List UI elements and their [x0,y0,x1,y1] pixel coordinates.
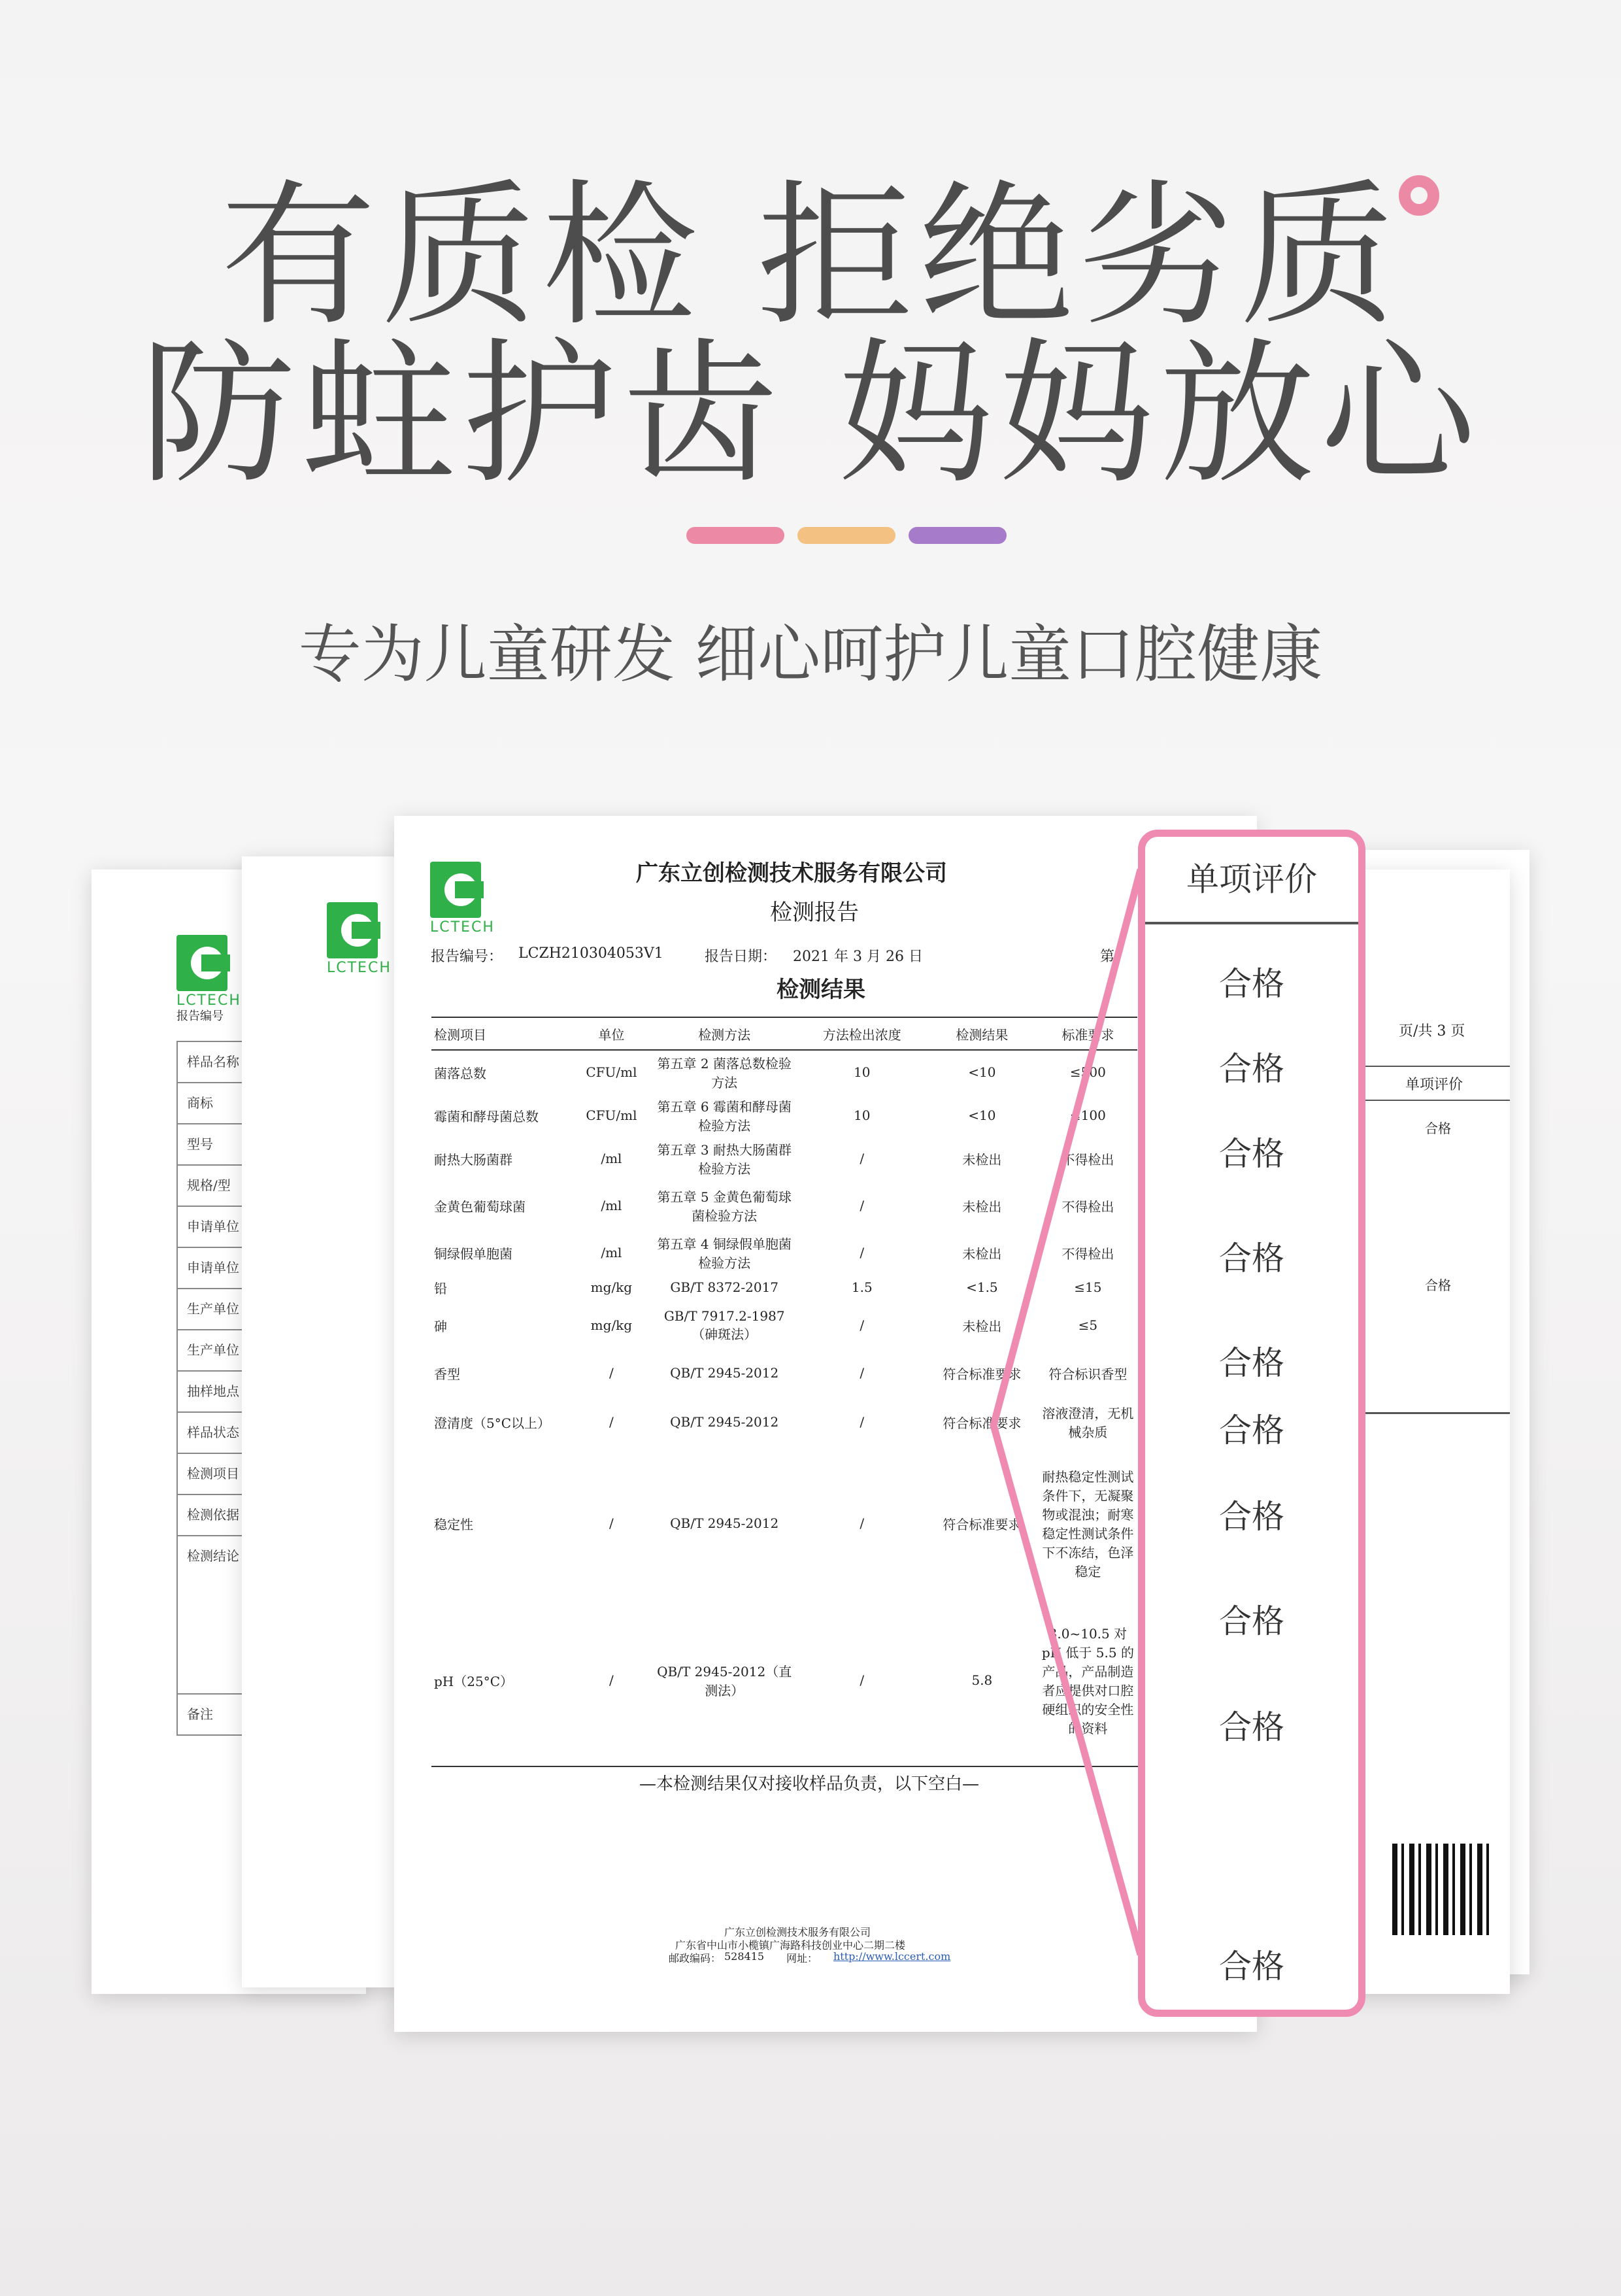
footer-web-label: 网址： [786,1952,818,1965]
page-label: 第 [1100,949,1115,965]
table-row: 金黄色葡萄球菌 /ml 第五章 5 金黄色葡萄球菌检验方法 / 未检出 不得检出 [434,1189,1114,1224]
right-page-label: 页/共 3 页 [1399,1023,1465,1039]
report-number-label: 报告编号： [431,949,503,965]
col-header: 方法检出浓度 [799,1017,926,1050]
table-row: 砷 mg/kg GB/T 7917.2-1987（砷斑法） / 未检出 ≤5 [434,1308,1098,1342]
table-row: 菌落总数 CFU/ml 第五章 2 菌落总数检验方法 10 <10 ≤500 [434,1056,1106,1090]
table-row: pH（25°C） / QB/T 2945-2012（直测法） / 5.8 3.0~10.5 对 pH 低于 5.5 的产品，产品制造者应提供对口腔硬组织的安全性的资料 [434,1626,1134,1736]
table-row: 香型 / QB/T 2945-2012 / 符合标准要求 符合标识香型 [434,1365,1128,1382]
col-header: 检测方法 [650,1017,799,1050]
report-number: LCZH210304053V1 [518,945,663,962]
report-date: 2021 年 3 月 26 日 [793,949,923,965]
headline-line-1: 有质检 拒绝劣质 [220,166,1401,347]
subtitle: 专为儿童研发 细心呵护儿童口腔健康 [298,618,1323,691]
footer-company: 广东立创检测技术服务有限公司 [724,1926,871,1938]
callout-result: 合格 [1219,1948,1284,1985]
callout-title: 单项评价 [1145,837,1358,924]
report-doc-title: 检测报告 [770,900,859,926]
footer-address: 广东省中山市小榄镇广海路科技创业中心二期二楼 [675,1939,906,1951]
table-row: 耐热大肠菌群 /ml 第五章 3 耐热大肠菌群检验方法 / 未检出 不得检出 [434,1142,1114,1177]
callout-result: 合格 [1219,1135,1284,1173]
right-item-1: 合格 [1425,1121,1451,1136]
headline-line-2: 防蛀护齿 妈妈放心 [140,324,1481,505]
right-item-2: 合格 [1425,1277,1451,1293]
col-header: 检测结果 [926,1017,1039,1050]
table-row: 铅 mg/kg GB/T 8372-2017 1.5 <1.5 ≤15 [434,1279,1102,1296]
col-header: 检测项目 [431,1017,573,1050]
footer-zip: 528415 [724,1950,765,1963]
report-date-label: 报告日期： [705,949,777,965]
company-name: 广东立创检测技术服务有限公司 [636,860,947,886]
report-footer-note: —本检测结果仅对接收样品负责，以下空白— [639,1774,980,1794]
section-title: 检测结果 [777,977,865,1003]
col-header: 标准要求 [1039,1017,1137,1050]
footer-web[interactable]: http://www.lccert.com [833,1950,951,1963]
callout-result: 合格 [1219,1344,1284,1382]
table-row: 铜绿假单胞菌 /ml 第五章 4 铜绿假单胞菌检验方法 / 未检出 不得检出 [434,1236,1114,1271]
left-report-label: 报告编号 [176,1009,224,1023]
callout-result: 合格 [1219,1240,1284,1277]
left-info-table: 样品名称 商标 型号 规格/型 申请单位 申请单位 生产单位 生产单位 抽样地点 样品状态 检测项目 检测依据 检测结论 备注 [176,1041,374,1736]
col-header: 单位 [573,1017,650,1050]
table-row: 稳定性 / QB/T 2945-2012 / 符合标准要求 耐热稳定性测试条件下，无凝聚物或混浊；耐寒稳定性测试条件下不冻结，色泽稳定 [434,1469,1134,1579]
callout-result: 合格 [1219,1602,1284,1640]
callout-result: 合格 [1219,1498,1284,1536]
test-report-sheet: LCTECH 广东立创检测技术服务有限公司 检测报告 报告编号： LCZH210304053V1 报告日期： 2021 年 3 月 26 日 第 检测结果 —本检测结果仅对接收样品负责，以下空白— 广东立创检测技术服务有限公司 广东省中山市小榄镇广海路科技创业中心二期二楼 邮政编码： 528415 网址： http://www.lccert.com [394,816,1257,2032]
back-sheet-middle: LCTECH [242,856,464,1987]
footer-zip-label: 邮政编码： [669,1952,722,1965]
right-header: 单项评价 [1405,1077,1463,1093]
back-sheet-left: LCTECH 报告编号 样品名称 商标 型号 规格/型 申请单位 申请单位 生产单位 生产单位 抽样地点 样品状态 检测项目 检测依据 检测结论 备注 [92,869,366,1994]
callout-result: 合格 [1219,1708,1284,1746]
table-row: 霉菌和酵母菌总数 CFU/ml 第五章 6 霉菌和酵母菌检验方法 10 <10 ≤100 [434,1099,1106,1134]
single-item-evaluation-callout [1138,830,1365,2017]
table-row: 澄清度（5°C以上） / QB/T 2945-2012 / 符合标准要求 溶液澄清，无机械杂质 [434,1406,1134,1440]
callout-result: 合格 [1219,1050,1284,1088]
callout-result: 合格 [1219,1411,1284,1449]
callout-result: 合格 [1219,965,1284,1003]
